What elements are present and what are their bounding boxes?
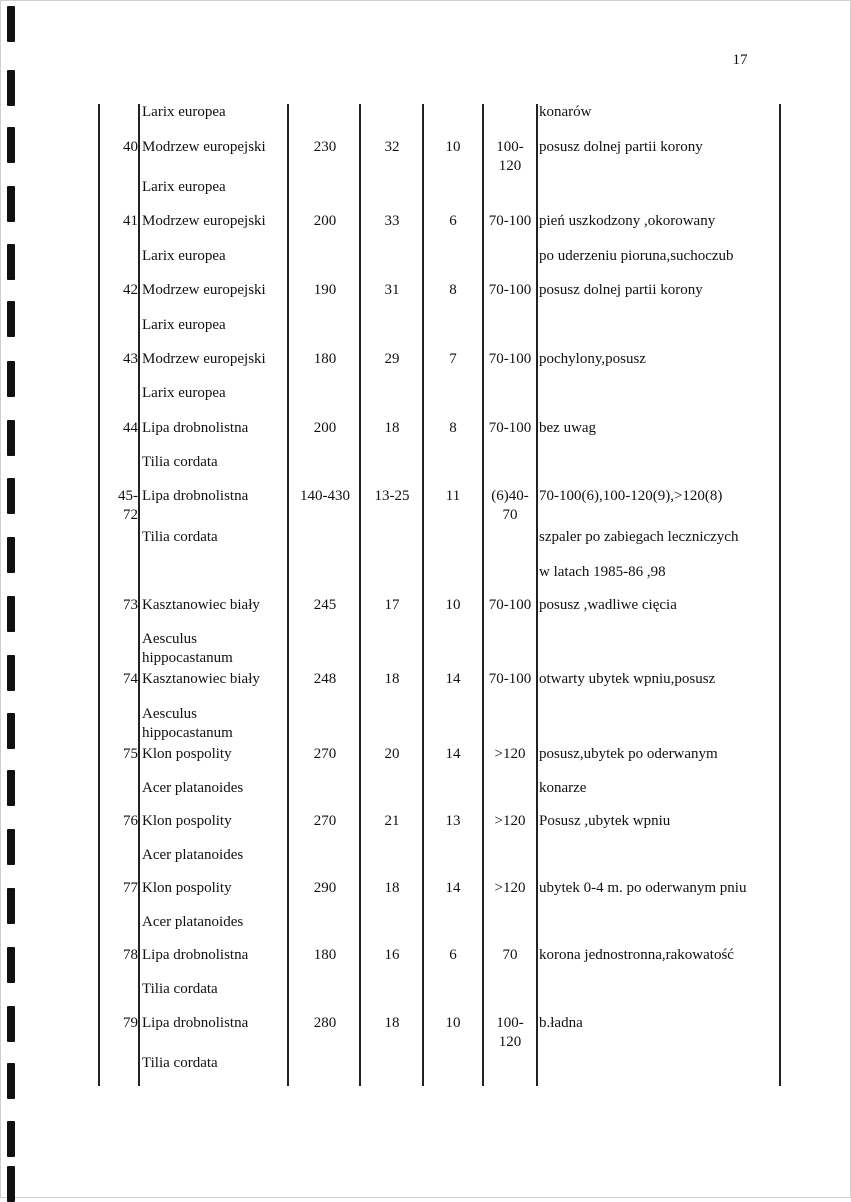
column-rule <box>482 104 484 1086</box>
cell-note: po uderzeniu pioruna,suchoczub <box>539 248 734 264</box>
cell-nr: 44 <box>123 420 138 436</box>
cell-name: Larix europea <box>142 385 226 401</box>
cell-note: konarze <box>539 780 587 796</box>
column-rule <box>779 104 781 1086</box>
cell-c2: 21 <box>384 813 400 829</box>
cell-note: pień uszkodzony ,okorowany <box>539 213 716 229</box>
cell-nr: 41 <box>123 213 138 229</box>
cell-note: pochylony,posusz <box>539 351 646 367</box>
cell-c4: 100- 120 <box>496 139 524 174</box>
cell-name: Larix europea <box>142 104 226 120</box>
cell-c2: 18 <box>384 1015 400 1031</box>
cell-c4: 70-100 <box>488 671 532 687</box>
cell-c4: 70-100 <box>488 420 532 436</box>
cell-note: szpaler po zabiegach leczniczych <box>539 529 739 545</box>
cell-name: Tilia cordata <box>142 454 218 470</box>
cell-nr: 79 <box>123 1015 138 1031</box>
cell-name: Modrzew europejski <box>142 282 266 298</box>
cell-note: ubytek 0-4 m. po oderwanym pniu <box>539 880 747 896</box>
cell-c3: 14 <box>445 880 461 896</box>
cell-name: Larix europea <box>142 248 226 264</box>
cell-nr: 73 <box>123 597 138 613</box>
cell-note: 70-100(6),100-120(9),>120(8) <box>539 488 723 504</box>
cell-c2: 33 <box>384 213 400 229</box>
cell-c3: 14 <box>445 746 461 762</box>
cell-name: Tilia cordata <box>142 981 218 997</box>
cell-name: Larix europea <box>142 179 226 195</box>
cell-c2: 20 <box>384 746 400 762</box>
cell-note: posusz dolnej partii korony <box>539 139 703 155</box>
cell-note: w latach 1985-86 ,98 <box>539 564 666 580</box>
cell-nr: 45- 72 <box>118 488 138 523</box>
cell-note: b.ładna <box>539 1015 583 1031</box>
cell-name: Acer platanoides <box>142 780 244 796</box>
cell-nr: 43 <box>123 351 138 367</box>
cell-c1: 290 <box>313 880 337 896</box>
column-rule <box>98 104 100 1086</box>
cell-name: Klon pospolity <box>142 746 232 762</box>
cell-name: Acer platanoides <box>142 914 244 930</box>
cell-c2: 17 <box>384 597 400 613</box>
cell-name: Modrzew europejski <box>142 351 266 367</box>
cell-c3: 6 <box>449 213 457 229</box>
cell-name: Tilia cordata <box>142 1055 218 1071</box>
cell-c1: 270 <box>313 746 337 762</box>
cell-note: otwarty ubytek wpniu,posusz <box>539 671 716 687</box>
cell-name: Tilia cordata <box>142 529 218 545</box>
page-number: 17 <box>732 52 748 68</box>
cell-note: posusz ,wadliwe cięcia <box>539 597 677 613</box>
cell-note: posusz dolnej partii korony <box>539 282 703 298</box>
cell-c1: 270 <box>313 813 337 829</box>
cell-c3: 10 <box>445 139 461 155</box>
cell-name: Aesculus hippocastanum <box>142 631 233 666</box>
column-rule <box>536 104 538 1086</box>
cell-name: Klon pospolity <box>142 880 232 896</box>
cell-c2: 29 <box>384 351 400 367</box>
cell-c2: 18 <box>384 671 400 687</box>
cell-c2: 13-25 <box>374 488 410 504</box>
cell-name: Lipa drobnolistna <box>142 488 249 504</box>
cell-c1: 180 <box>313 947 337 963</box>
cell-c4: 70 <box>502 947 518 963</box>
cell-c3: 10 <box>445 1015 461 1031</box>
cell-c4: >120 <box>494 813 526 829</box>
cell-c2: 32 <box>384 139 400 155</box>
cell-name: Lipa drobnolistna <box>142 947 249 963</box>
cell-c1: 245 <box>313 597 337 613</box>
cell-c3: 14 <box>445 671 461 687</box>
cell-c1: 200 <box>313 420 337 436</box>
cell-nr: 40 <box>123 139 138 155</box>
cell-nr: 75 <box>123 746 138 762</box>
cell-name: Kasztanowiec biały <box>142 597 260 613</box>
cell-name: Lipa drobnolistna <box>142 1015 249 1031</box>
cell-c2: 16 <box>384 947 400 963</box>
cell-name: Modrzew europejski <box>142 139 266 155</box>
cell-c1: 280 <box>313 1015 337 1031</box>
cell-note: korona jednostronna,rakowatość <box>539 947 734 963</box>
cell-c4: 70-100 <box>488 213 532 229</box>
cell-c2: 31 <box>384 282 400 298</box>
cell-note: konarów <box>539 104 592 120</box>
cell-c3: 13 <box>445 813 461 829</box>
cell-c2: 18 <box>384 420 400 436</box>
cell-c4: >120 <box>494 746 526 762</box>
cell-name: Larix europea <box>142 317 226 333</box>
cell-c4: (6)40- 70 <box>491 488 529 523</box>
cell-c4: >120 <box>494 880 526 896</box>
cell-note: bez uwag <box>539 420 597 436</box>
cell-note: Posusz ,ubytek wpniu <box>539 813 671 829</box>
cell-c3: 10 <box>445 597 461 613</box>
cell-c1: 190 <box>313 282 337 298</box>
cell-nr: 78 <box>123 947 138 963</box>
cell-c4: 70-100 <box>488 597 532 613</box>
cell-c4: 70-100 <box>488 282 532 298</box>
cell-nr: 42 <box>123 282 138 298</box>
column-rule <box>138 104 140 1086</box>
column-rule <box>422 104 424 1086</box>
cell-c1: 200 <box>313 213 337 229</box>
cell-c3: 6 <box>449 947 457 963</box>
cell-c1: 230 <box>313 139 337 155</box>
cell-name: Lipa drobnolistna <box>142 420 249 436</box>
cell-c3: 7 <box>449 351 457 367</box>
cell-name: Modrzew europejski <box>142 213 266 229</box>
cell-c1: 248 <box>313 671 337 687</box>
cell-c2: 18 <box>384 880 400 896</box>
column-rule <box>359 104 361 1086</box>
cell-c3: 8 <box>449 420 457 436</box>
cell-name: Acer platanoides <box>142 847 244 863</box>
cell-c1: 140-430 <box>300 488 350 504</box>
cell-c4: 100- 120 <box>496 1015 524 1050</box>
cell-name: Aesculus hippocastanum <box>142 706 233 741</box>
cell-note: posusz,ubytek po oderwanym <box>539 746 718 762</box>
cell-name: Klon pospolity <box>142 813 232 829</box>
cell-nr: 74 <box>123 671 138 687</box>
cell-c3: 8 <box>449 282 457 298</box>
cell-c1: 180 <box>313 351 337 367</box>
cell-c3: 11 <box>445 488 461 504</box>
cell-nr: 77 <box>123 880 138 896</box>
cell-c4: 70-100 <box>488 351 532 367</box>
cell-nr: 76 <box>123 813 138 829</box>
cell-name: Kasztanowiec biały <box>142 671 260 687</box>
